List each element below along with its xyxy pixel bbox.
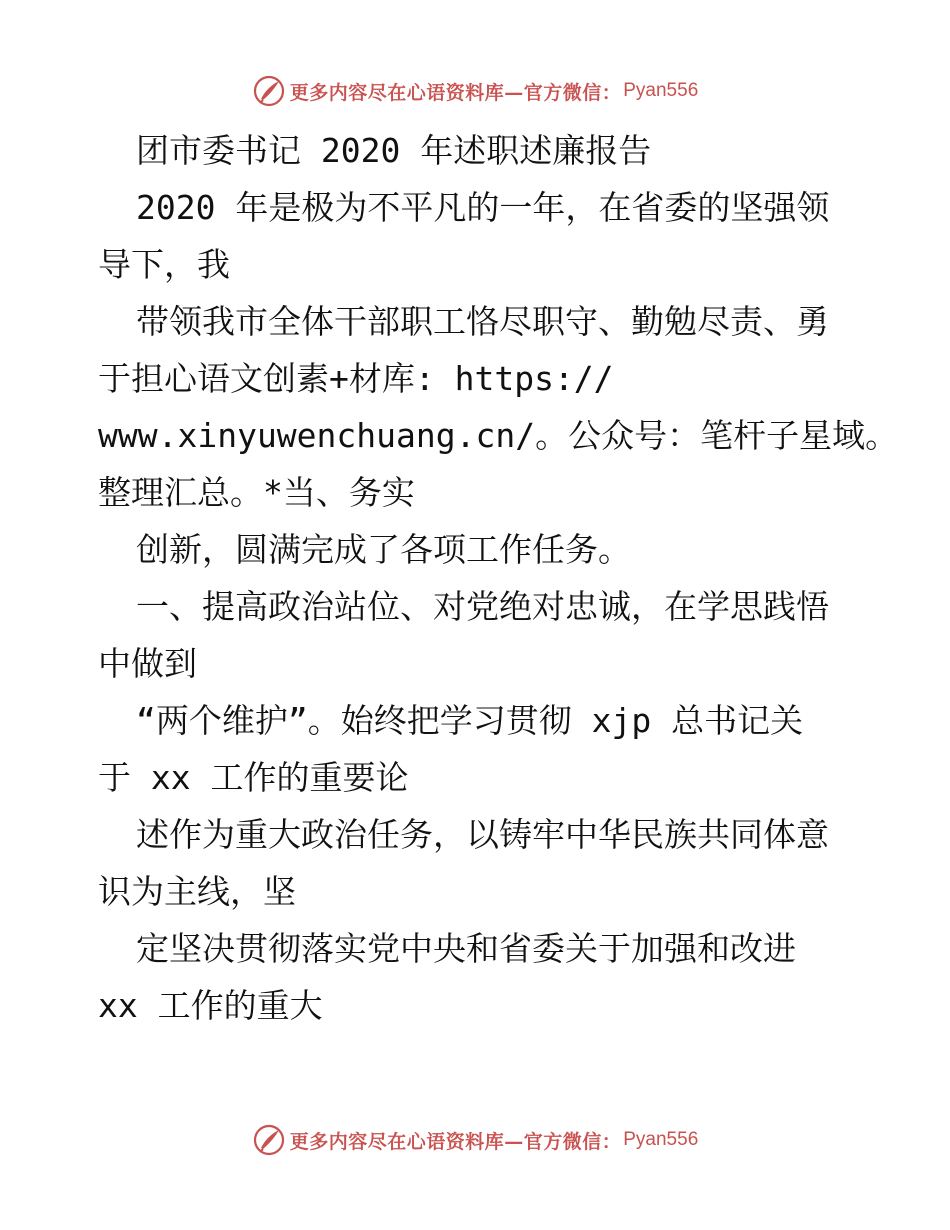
doc-line: 识为主线，坚 <box>98 872 296 911</box>
doc-line: www.xinyuwenchuang.cn/。公众号：笔杆子星域。 <box>98 416 899 455</box>
doc-line: 述作为重大政治任务，以铸牢中华民族共同体意 <box>136 815 829 854</box>
doc-line: 导下，我 <box>98 245 230 284</box>
watermark-wechat-id: Pyan556 <box>623 80 699 101</box>
doc-line: 整理汇总。*当、务实 <box>98 473 415 512</box>
watermark-text: 更多内容尽在心语资料库—官方微信： <box>289 81 622 104</box>
doc-section-heading: 一、提高政治站位、对党绝对忠诚，在学思践悟 <box>136 587 829 626</box>
doc-line: 于 xx 工作的重要论 <box>98 758 409 797</box>
doc-line: 2020 年是极为不平凡的一年，在省委的坚强领 <box>136 188 830 227</box>
quill-logo-icon <box>252 1123 286 1157</box>
doc-line: “两个维护”。始终把学习贯彻 xjp 总书记关 <box>136 701 804 740</box>
document-body <box>98 122 899 1034</box>
doc-line: 带领我市全体干部职工恪尽职守、勤勉尽责、勇 <box>136 302 829 341</box>
watermark-wechat-id: Pyan556 <box>623 1129 699 1150</box>
doc-line: 中做到 <box>98 644 197 683</box>
footer-watermark <box>0 1122 950 1158</box>
doc-line: 创新，圆满完成了各项工作任务。 <box>136 530 631 569</box>
watermark-text: 更多内容尽在心语资料库—官方微信： <box>289 1130 622 1153</box>
header-watermark <box>0 73 950 109</box>
doc-title: 团市委书记 2020 年述职述廉报告 <box>136 131 652 170</box>
doc-line: 定坚决贯彻落实党中央和省委关于加强和改进 <box>136 929 796 968</box>
quill-logo-icon <box>252 74 286 108</box>
doc-line: 于担心语文创素+材库: https:// <box>98 359 614 398</box>
doc-line: xx 工作的重大 <box>98 986 323 1025</box>
